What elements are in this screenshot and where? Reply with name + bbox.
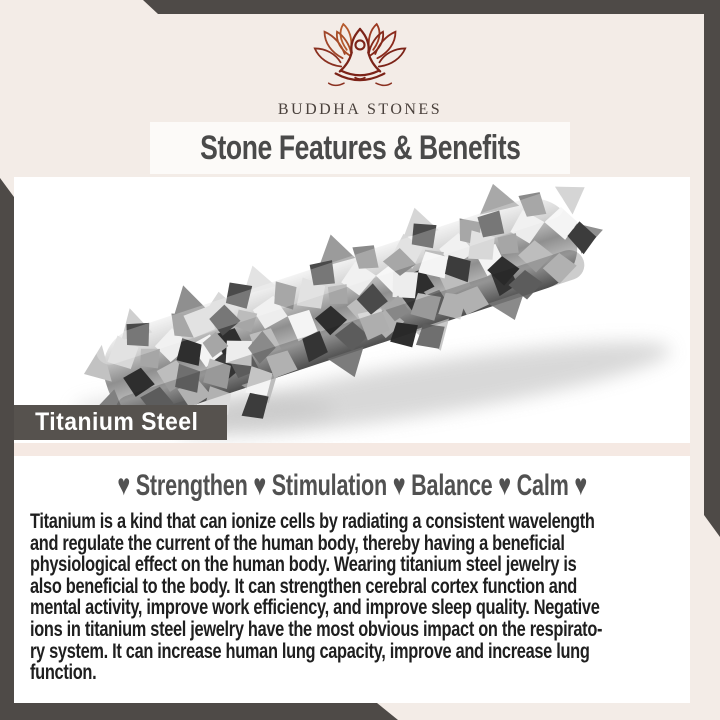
product-image (14, 177, 690, 443)
benefits-line: Titanium is a kind that can ionize cells by radiating a consistent wavelength (30, 510, 595, 533)
frame-accent-left (0, 178, 14, 720)
benefits-line: and regulate the current of the human body, thereby having a beneficial (30, 531, 565, 555)
product-label: Titanium Steel (35, 408, 199, 436)
section-title: Stone Features & Benefits (199, 128, 521, 167)
benefits-line: ions in titanium steel jewelry have the most obvious impact on the respirato- (30, 617, 603, 641)
brand-logo (275, 22, 445, 102)
lotus-meditation-icon (275, 22, 445, 102)
frame-accent-bottom (0, 703, 398, 720)
benefits-line: also beneficial to the body. It can strengthen cerebral cortex function and (30, 574, 577, 598)
content-card (14, 177, 690, 703)
section-title-box (150, 122, 570, 174)
benefits-line: ry system. It can increase human lung capacity, improve and increase lung (30, 639, 590, 663)
benefits-line: function. (30, 661, 97, 685)
brand-name: BUDDHA STONES (277, 101, 443, 118)
frame-accent-top (143, 0, 720, 14)
benefits-heading: ♥ Strengthen ♥ Stimulation ♥ Balance ♥ Calm ♥ (117, 469, 587, 502)
separator-strip (14, 443, 690, 456)
titanium-rod-illustration (14, 177, 690, 443)
frame-accent-right (704, 0, 720, 537)
product-label-bar (14, 405, 227, 440)
benefits-heading-row (14, 466, 690, 506)
benefits-paragraph (30, 511, 690, 684)
benefits-line: mental activity, improve work efficiency, and improve sleep quality. Negative (30, 596, 600, 620)
benefits-line: physiological effect on the human body. Wearing titanium steel jewelry is (30, 553, 577, 577)
